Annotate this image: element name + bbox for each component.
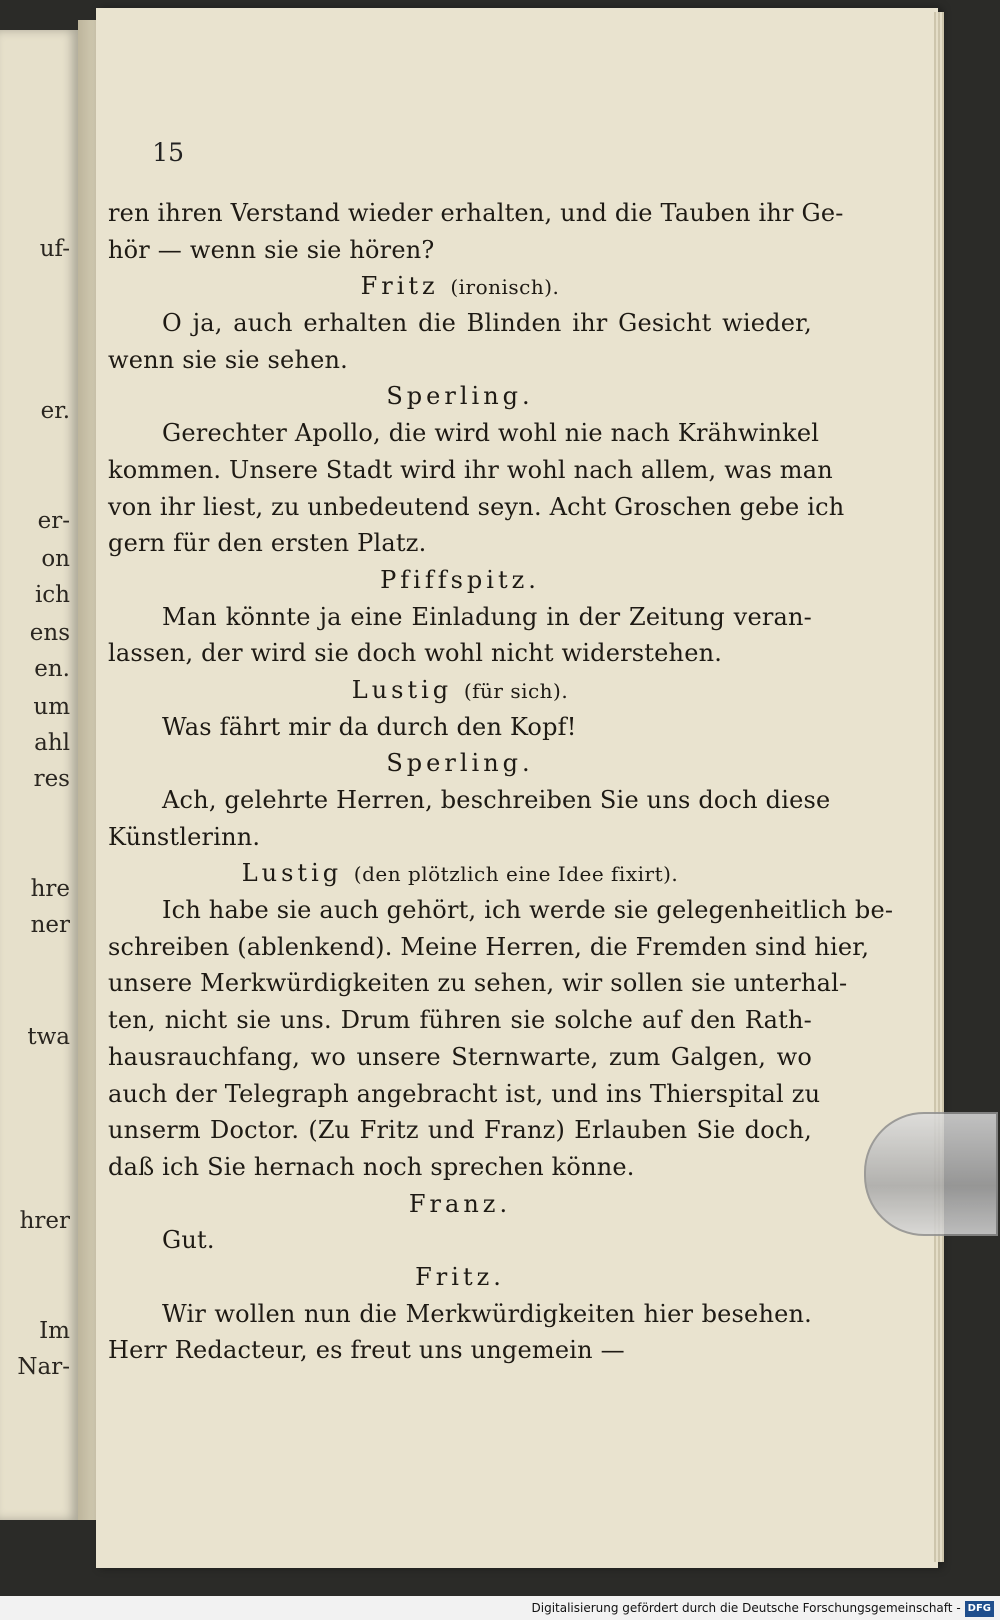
text-line: Herr Redacteur, es freut uns ungemein — — [108, 1336, 625, 1365]
left-page-fragment: res — [33, 766, 70, 792]
text-line: Ich habe sie auch gehört, ich werde sie gelegenheitlich be- — [162, 896, 894, 925]
left-page-fragment: ner — [30, 912, 70, 938]
text-line: wenn sie sie sehen. — [108, 345, 349, 374]
text-line: O ja, auch erhalten die Blinden ihr Gesicht wieder, — [162, 309, 812, 338]
text-line: Künstlerinn. — [108, 822, 261, 851]
footer — [0, 1596, 1000, 1620]
speaker-name: Sperling. — [386, 749, 534, 778]
speaker-name: Lustig — [351, 675, 453, 704]
footer-credit: Digitalisierung gefördert durch die Deutsche Forschungsgemeinschaft - — [531, 1601, 961, 1615]
page-number: 15 — [152, 138, 184, 167]
left-page-fragment: ens — [29, 620, 70, 646]
speaker-name: Fritz. — [415, 1262, 505, 1291]
speaker-name: Franz. — [408, 1189, 512, 1218]
speaker-heading — [108, 1259, 812, 1296]
text-line: unserm Doctor. (Zu Fritz und Franz) Erlauben Sie doch, — [108, 1116, 812, 1145]
left-page-fragment: hre — [30, 876, 70, 902]
text-line: von ihr liest, zu unbedeutend seyn. Acht Groschen gebe ich — [108, 492, 845, 521]
speaker-heading — [108, 378, 812, 415]
text-line: unsere Merkwürdigkeiten zu sehen, wir sollen sie unterhal- — [108, 969, 848, 998]
left-page-fragment: hrer — [19, 1208, 70, 1234]
text-line: daß ich Sie hernach noch sprechen könne. — [108, 1152, 635, 1181]
speaker-heading — [108, 268, 812, 305]
text-line: auch der Telegraph angebracht ist, und ins Thierspital zu — [108, 1079, 821, 1108]
stage-direction: (für sich). — [463, 678, 569, 703]
text-line: hausrauchfang, wo unsere Sternwarte, zum Galgen, wo — [108, 1042, 812, 1071]
stage-direction: (den plötzlich eine Idee fixirt). — [353, 862, 679, 887]
text-line: Man könnte ja eine Einladung in der Zeitung veran- — [162, 602, 812, 631]
left-page-fragment: ich — [34, 582, 70, 608]
text-line: schreiben (ablenkend). Meine Herren, die Fremden sind hier, — [108, 932, 870, 961]
speaker-name: Lustig — [241, 859, 343, 888]
text-line: kommen. Unsere Stadt wird ihr wohl nach allem, was man — [108, 455, 833, 484]
dfg-logo: DFG — [965, 1601, 994, 1617]
left-page-fragment: en. — [34, 656, 70, 682]
speaker-heading — [108, 672, 812, 709]
text-line: Wir wollen nun die Merkwürdigkeiten hier besehen. — [162, 1299, 812, 1328]
left-page-fragment: um — [33, 694, 70, 720]
left-page-fragment: er. — [40, 398, 70, 424]
text-line: lassen, der wird sie doch wohl nicht widerstehen. — [108, 639, 723, 668]
left-page-fragment: ahl — [34, 730, 70, 756]
text-line: Ach, gelehrte Herren, beschreiben Sie uns doch diese — [162, 786, 831, 814]
speaker-name: Sperling. — [386, 382, 534, 411]
text-line: gern für den ersten Platz. — [108, 529, 427, 558]
text-line: ten, nicht sie uns. Drum führen sie solche auf den Rath- — [108, 1006, 812, 1035]
speaker-name: Pfiffspitz. — [380, 565, 540, 594]
speaker-heading — [108, 855, 812, 892]
left-page-fragment: Nar- — [17, 1354, 70, 1380]
speaker-name: Fritz — [360, 272, 439, 301]
stage-direction: (ironisch). — [450, 275, 560, 300]
left-page-fragment: twa — [27, 1024, 70, 1050]
text-line: Gerechter Apollo, die wird wohl nie nach Krähwinkel — [162, 419, 820, 448]
speaker-heading — [108, 562, 812, 599]
text-line: hör — wenn sie sie hören? — [108, 235, 435, 264]
text-line: ren ihren Verstand wieder erhalten, und die Tauben ihr Ge- — [108, 199, 844, 227]
text-line: Was fährt mir da durch den Kopf! — [162, 712, 577, 741]
text-line: Gut. — [162, 1226, 215, 1255]
left-page — [0, 30, 78, 1520]
left-page-fragment: Im — [39, 1318, 70, 1344]
page-text — [108, 195, 894, 1369]
speaker-heading — [108, 745, 812, 782]
page-edge — [934, 12, 944, 1562]
left-page-fragment: er- — [37, 508, 70, 534]
speaker-heading — [108, 1186, 812, 1223]
left-page-fragment: uf- — [39, 236, 70, 262]
left-page-fragment: on — [41, 546, 70, 572]
page-clip — [864, 1112, 998, 1236]
